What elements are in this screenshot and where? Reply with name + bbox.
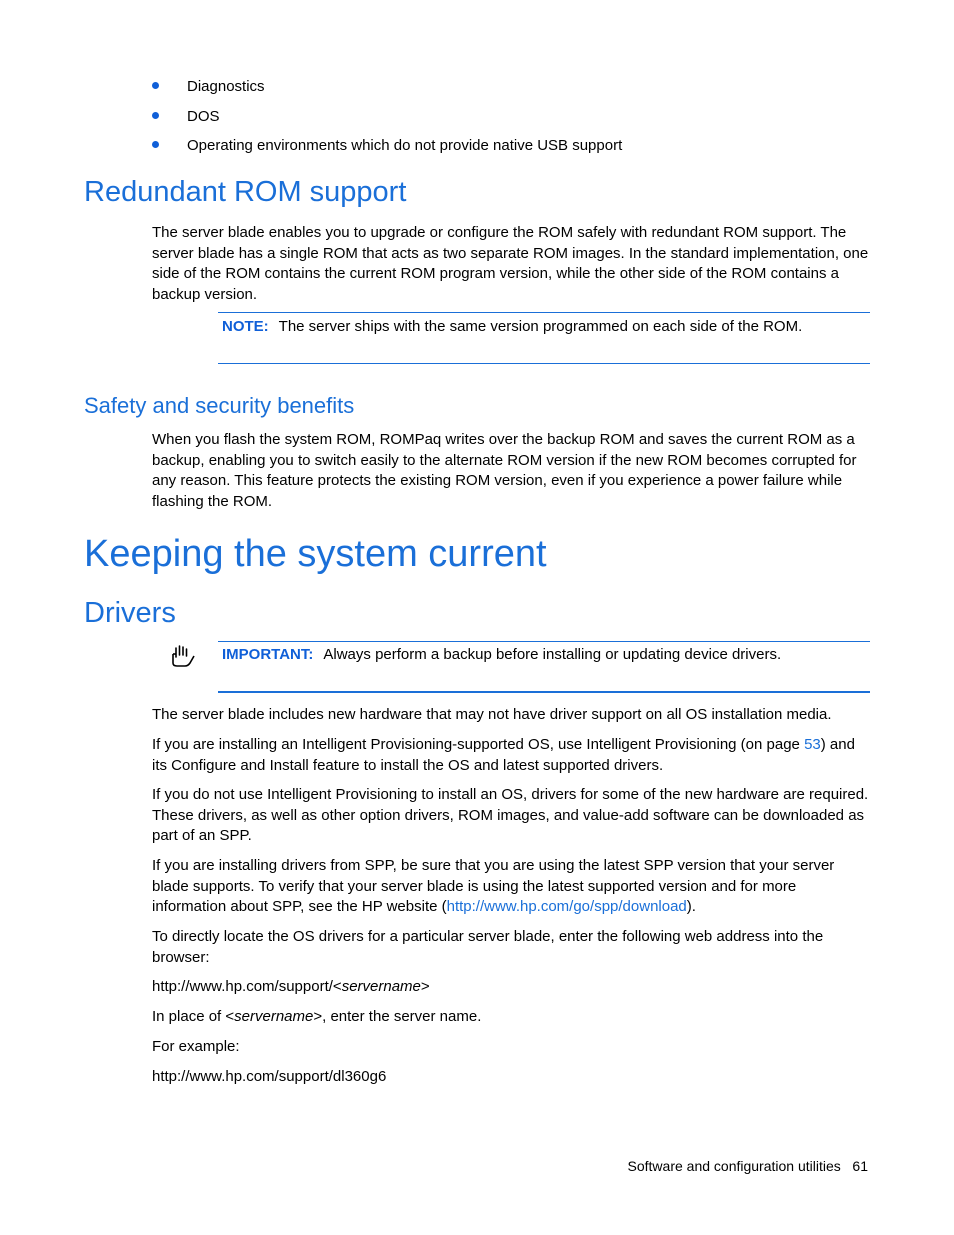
- important-bottom-rule: [218, 691, 870, 693]
- page-footer: [628, 1158, 868, 1174]
- safety-paragraph: When you flash the system ROM, ROMPaq writes over the backup ROM and saves the current ROM as a backup, enabling you to switch easily to the alternate ROM version if the new ROM becomes corrupted for any reason. This feature protects the existing ROM version, even if you experience a power failure while flashing the ROM.: [152, 431, 857, 511]
- support-url-template: http://www.hp.com/support/<servername>: [152, 978, 430, 995]
- bullet-list: [152, 76, 872, 165]
- drivers-paragraph-8: For example:: [152, 1038, 240, 1055]
- important-hand-icon: [170, 643, 196, 669]
- heading-safety-benefits: Safety and security benefits: [84, 393, 355, 418]
- page-number: 61: [852, 1158, 868, 1174]
- list-item: DOS: [152, 106, 872, 136]
- important-label: IMPORTANT:: [222, 646, 314, 663]
- heading-keeping-current: Keeping the system current: [84, 533, 547, 575]
- note-bottom-rule: [218, 363, 870, 364]
- bullet-dot-icon: [152, 141, 159, 148]
- important-top-rule: [218, 641, 870, 642]
- note-label: NOTE:: [222, 318, 269, 335]
- drivers-paragraph-3: If you do not use Intelligent Provisioning to install an OS, drivers for some of the new hardware are required. These drivers, as well as other option drivers, ROM images, and value-add software can be downloaded as part of an SPP.: [152, 786, 869, 845]
- page-53-link[interactable]: 53: [804, 736, 821, 753]
- note-top-rule: [218, 312, 870, 313]
- drivers-paragraph-7: In place of <servername>, enter the server name.: [152, 1008, 482, 1025]
- important-text: Always perform a backup before installing or updating device drivers.: [323, 646, 782, 663]
- example-url: http://www.hp.com/support/dl360g6: [152, 1068, 387, 1085]
- list-item: Diagnostics: [152, 76, 872, 106]
- note-callout: [222, 317, 867, 338]
- drivers-paragraph-2: If you are installing an Intelligent Provisioning-supported OS, use Intelligent Provisioning (on page 53) and its Configure and Install feature to install the OS and latest supported drivers.: [152, 736, 855, 774]
- heading-redundant-rom: Redundant ROM support: [84, 176, 407, 208]
- drivers-paragraph-5: To directly locate the OS drivers for a particular server blade, enter the following web address into the browser:: [152, 928, 824, 966]
- important-callout: [222, 645, 867, 666]
- bullet-dot-icon: [152, 112, 159, 119]
- footer-section: Software and configuration utilities: [627, 1158, 841, 1174]
- drivers-paragraph-4: If you are installing drivers from SPP, be sure that you are using the latest SPP version that your server blade supports. To verify that your server blade is using the latest supported version and for more information about SPP, see the HP website (http://www.hp.com/go/spp/download).: [152, 857, 835, 916]
- redundant-rom-paragraph: The server blade enables you to upgrade or configure the ROM safely with redundant ROM support. The server blade has a single ROM that acts as two separate ROM images. In the standard implementation, one side of the ROM contains the current ROM program version, while the other side of the ROM contains a backup version.: [152, 224, 869, 304]
- bullet-dot-icon: [152, 82, 159, 89]
- heading-drivers: Drivers: [84, 597, 176, 629]
- spp-download-link[interactable]: http://www.hp.com/go/spp/download: [446, 898, 687, 916]
- drivers-paragraph-1: The server blade includes new hardware that may not have driver support on all OS installation media.: [152, 706, 832, 723]
- note-text: The server ships with the same version programmed on each side of the ROM.: [278, 318, 803, 335]
- list-item: Operating environments which do not provide native USB support: [152, 135, 872, 165]
